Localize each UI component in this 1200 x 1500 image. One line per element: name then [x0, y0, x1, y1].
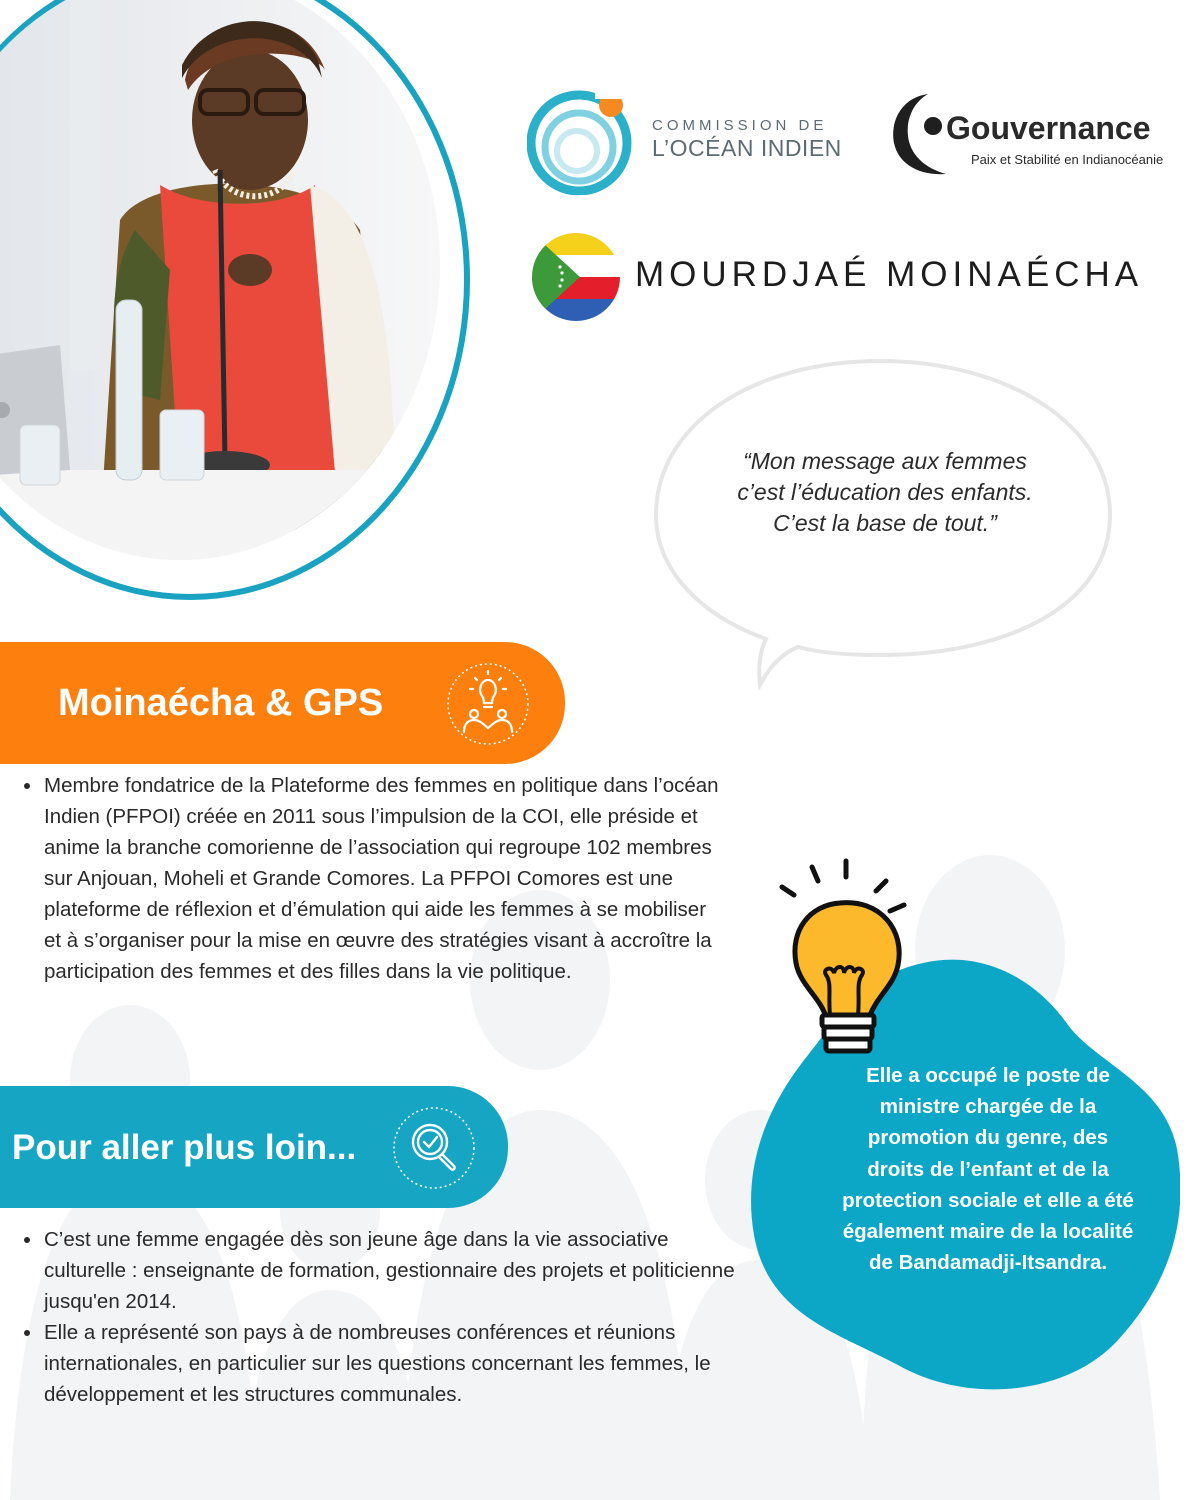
section-header-further — [0, 1086, 508, 1208]
lightbulb-icon — [770, 855, 920, 1065]
section-title: Moinaécha & GPS — [58, 682, 384, 724]
magnifier-check-icon — [392, 1106, 476, 1190]
person-name: MOURDJAÉ MOINAÉCHA — [635, 255, 1144, 294]
gouvernance-logo-mark-icon — [888, 88, 954, 180]
gouvernance-logo — [888, 88, 1178, 183]
coi-logo-line1: COMMISSION DE — [652, 117, 828, 134]
further-bullet-list — [22, 1224, 752, 1410]
gps-bullet-list — [22, 770, 727, 987]
quote-line: c’est l’éducation des enfants. — [737, 479, 1033, 505]
coi-logo-mark-icon — [527, 85, 637, 195]
quote-line: C’est la base de tout.” — [773, 510, 997, 536]
highlight-text: Elle a occupé le poste de ministre chargée de la promotion du genre, des droits de l’enfant et de la protection sociale et elle a été également maire de la localité de Bandamadji-Itsandra. — [842, 1064, 1134, 1275]
list-item: C’est une femme engagée dès son jeune âge dans la vie associative culturelle : enseignante de formation, gestionnaire des projets et politicienne jusqu'en 2014. — [22, 1224, 752, 1317]
gouvernance-logo-tagline: Paix et Stabilité en Indianocéanie — [971, 152, 1164, 167]
list-item: Elle a représenté son pays à de nombreuses conférences et réunions internationales, en particulier sur les questions concernant les femmes, le développement et les structures communales. — [22, 1317, 752, 1410]
gouvernance-logo-name: Gouvernance — [946, 110, 1151, 146]
quote-line: “Mon message aux femmes — [743, 448, 1027, 474]
coi-logo-line2: L’OCÉAN INDIEN — [652, 135, 842, 161]
comoros-flag-icon — [532, 233, 620, 321]
lightbulb-teamwork-icon — [446, 662, 530, 746]
section-title: Pour aller plus loin... — [12, 1128, 357, 1167]
speaker-photo-frame — [0, 0, 470, 600]
coi-logo — [527, 85, 857, 195]
quote-text — [670, 446, 1100, 539]
section-header-gps — [0, 642, 565, 764]
list-item: Membre fondatrice de la Plateforme des femmes en politique dans l’océan Indien (PFPOI) créée en 2011 sous l’impulsion de la COI, elle préside et anime la branche comorienne de l’association qui regroupe 102 membres sur Anjouan, Moheli et Grande Comores. La PFPOI Comores est une plateforme de réflexion et d’émulation qui aide les femmes à se mobiliser et à s’organiser pour la mise en œuvre des stratégies visant à accroître la participation des femmes et des filles dans la vie politique. — [22, 770, 727, 987]
